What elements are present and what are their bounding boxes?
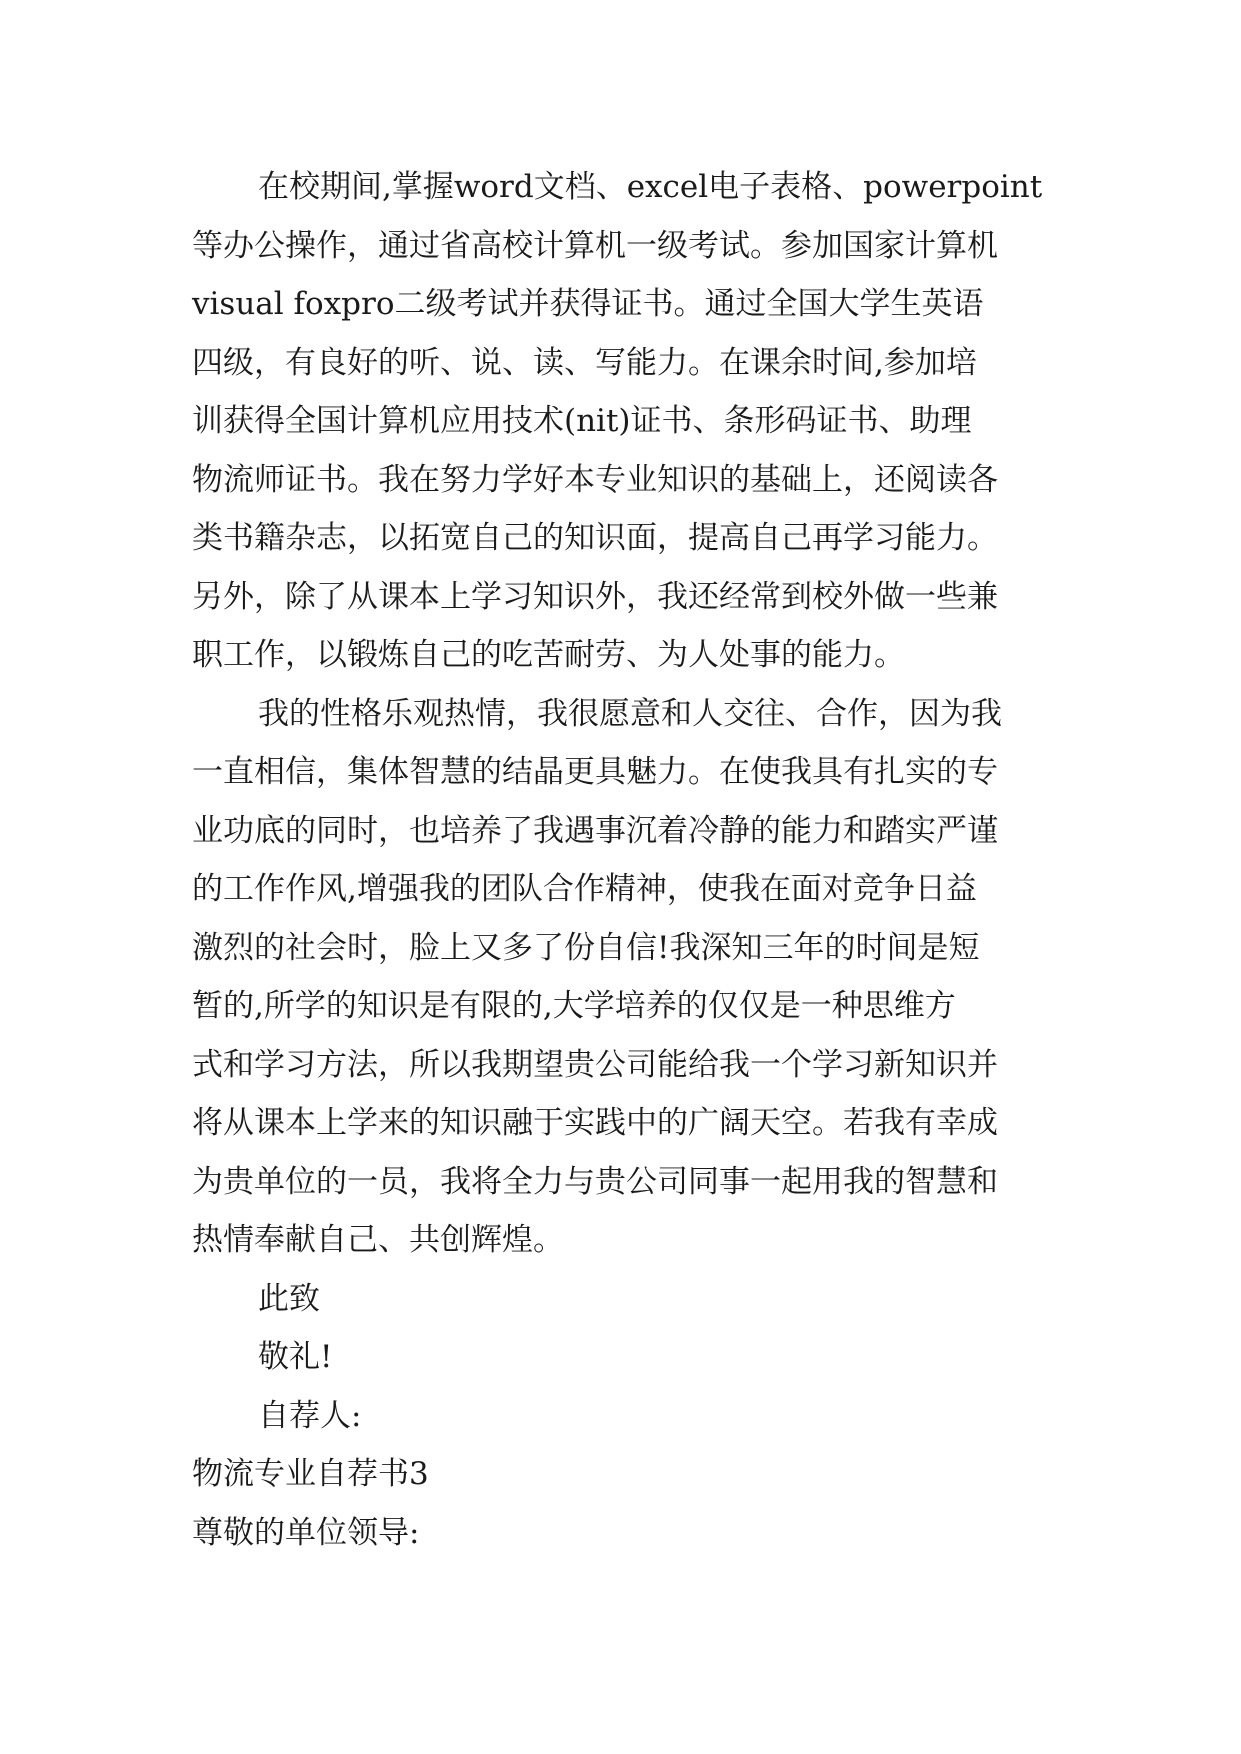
section-title: 物流专业自荐书3	[192, 1456, 429, 1492]
text-line: 在校期间,掌握word文档、excel电子表格、powerpoint	[258, 169, 1043, 205]
text-line: 业功底的同时，也培养了我遇事沉着冷静的能力和踏实严谨	[192, 812, 998, 849]
closing-salutation: 此致	[258, 1280, 320, 1317]
greeting-line: 尊敬的单位领导:	[192, 1514, 420, 1551]
text-line: 训获得全国计算机应用技术(nit)证书、条形码证书、助理	[192, 403, 972, 439]
text-line: visual foxpro二级考试并获得证书。通过全国大学生英语	[192, 286, 984, 322]
text-line: 另外，除了从课本上学习知识外，我还经常到校外做一些兼	[192, 578, 998, 615]
text-line: 四级，有良好的听、说、读、写能力。在课余时间,参加培	[192, 344, 977, 381]
text-line: 式和学习方法，所以我期望贵公司能给我一个学习新知识并	[192, 1046, 998, 1083]
text-line: 职工作，以锻炼自己的吃苦耐劳、为人处事的能力。	[192, 637, 905, 673]
text-line: 激烈的社会时，脸上又多了份自信!我深知三年的时间是短	[192, 929, 980, 966]
text-line: 的工作作风,增强我的团队合作精神，使我在面对竞争日益	[192, 871, 977, 907]
signature-label: 自荐人:	[258, 1397, 362, 1434]
text-line: 等办公操作，通过省高校计算机一级考试。参加国家计算机	[192, 227, 998, 264]
text-line: 热情奉献自己、共创辉煌。	[192, 1222, 564, 1258]
document-body	[192, 158, 1072, 1562]
text-line: 为贵单位的一员，我将全力与贵公司同事一起用我的智慧和	[192, 1163, 998, 1200]
text-line: 我的性格乐观热情，我很愿意和人交往、合作，因为我	[258, 695, 1002, 732]
closing-regards: 敬礼!	[258, 1339, 333, 1375]
text-line: 物流师证书。我在努力学好本专业知识的基础上，还阅读各	[192, 461, 998, 498]
text-line: 暂的,所学的知识是有限的,大学培养的仅仅是一种思维方	[192, 988, 956, 1024]
text-line: 将从课本上学来的知识融于实践中的广阔天空。若我有幸成	[192, 1105, 998, 1141]
text-line: 一直相信，集体智慧的结晶更具魅力。在使我具有扎实的专	[192, 754, 998, 790]
text-line: 类书籍杂志，以拓宽自己的知识面，提高自己再学习能力。	[192, 520, 998, 556]
